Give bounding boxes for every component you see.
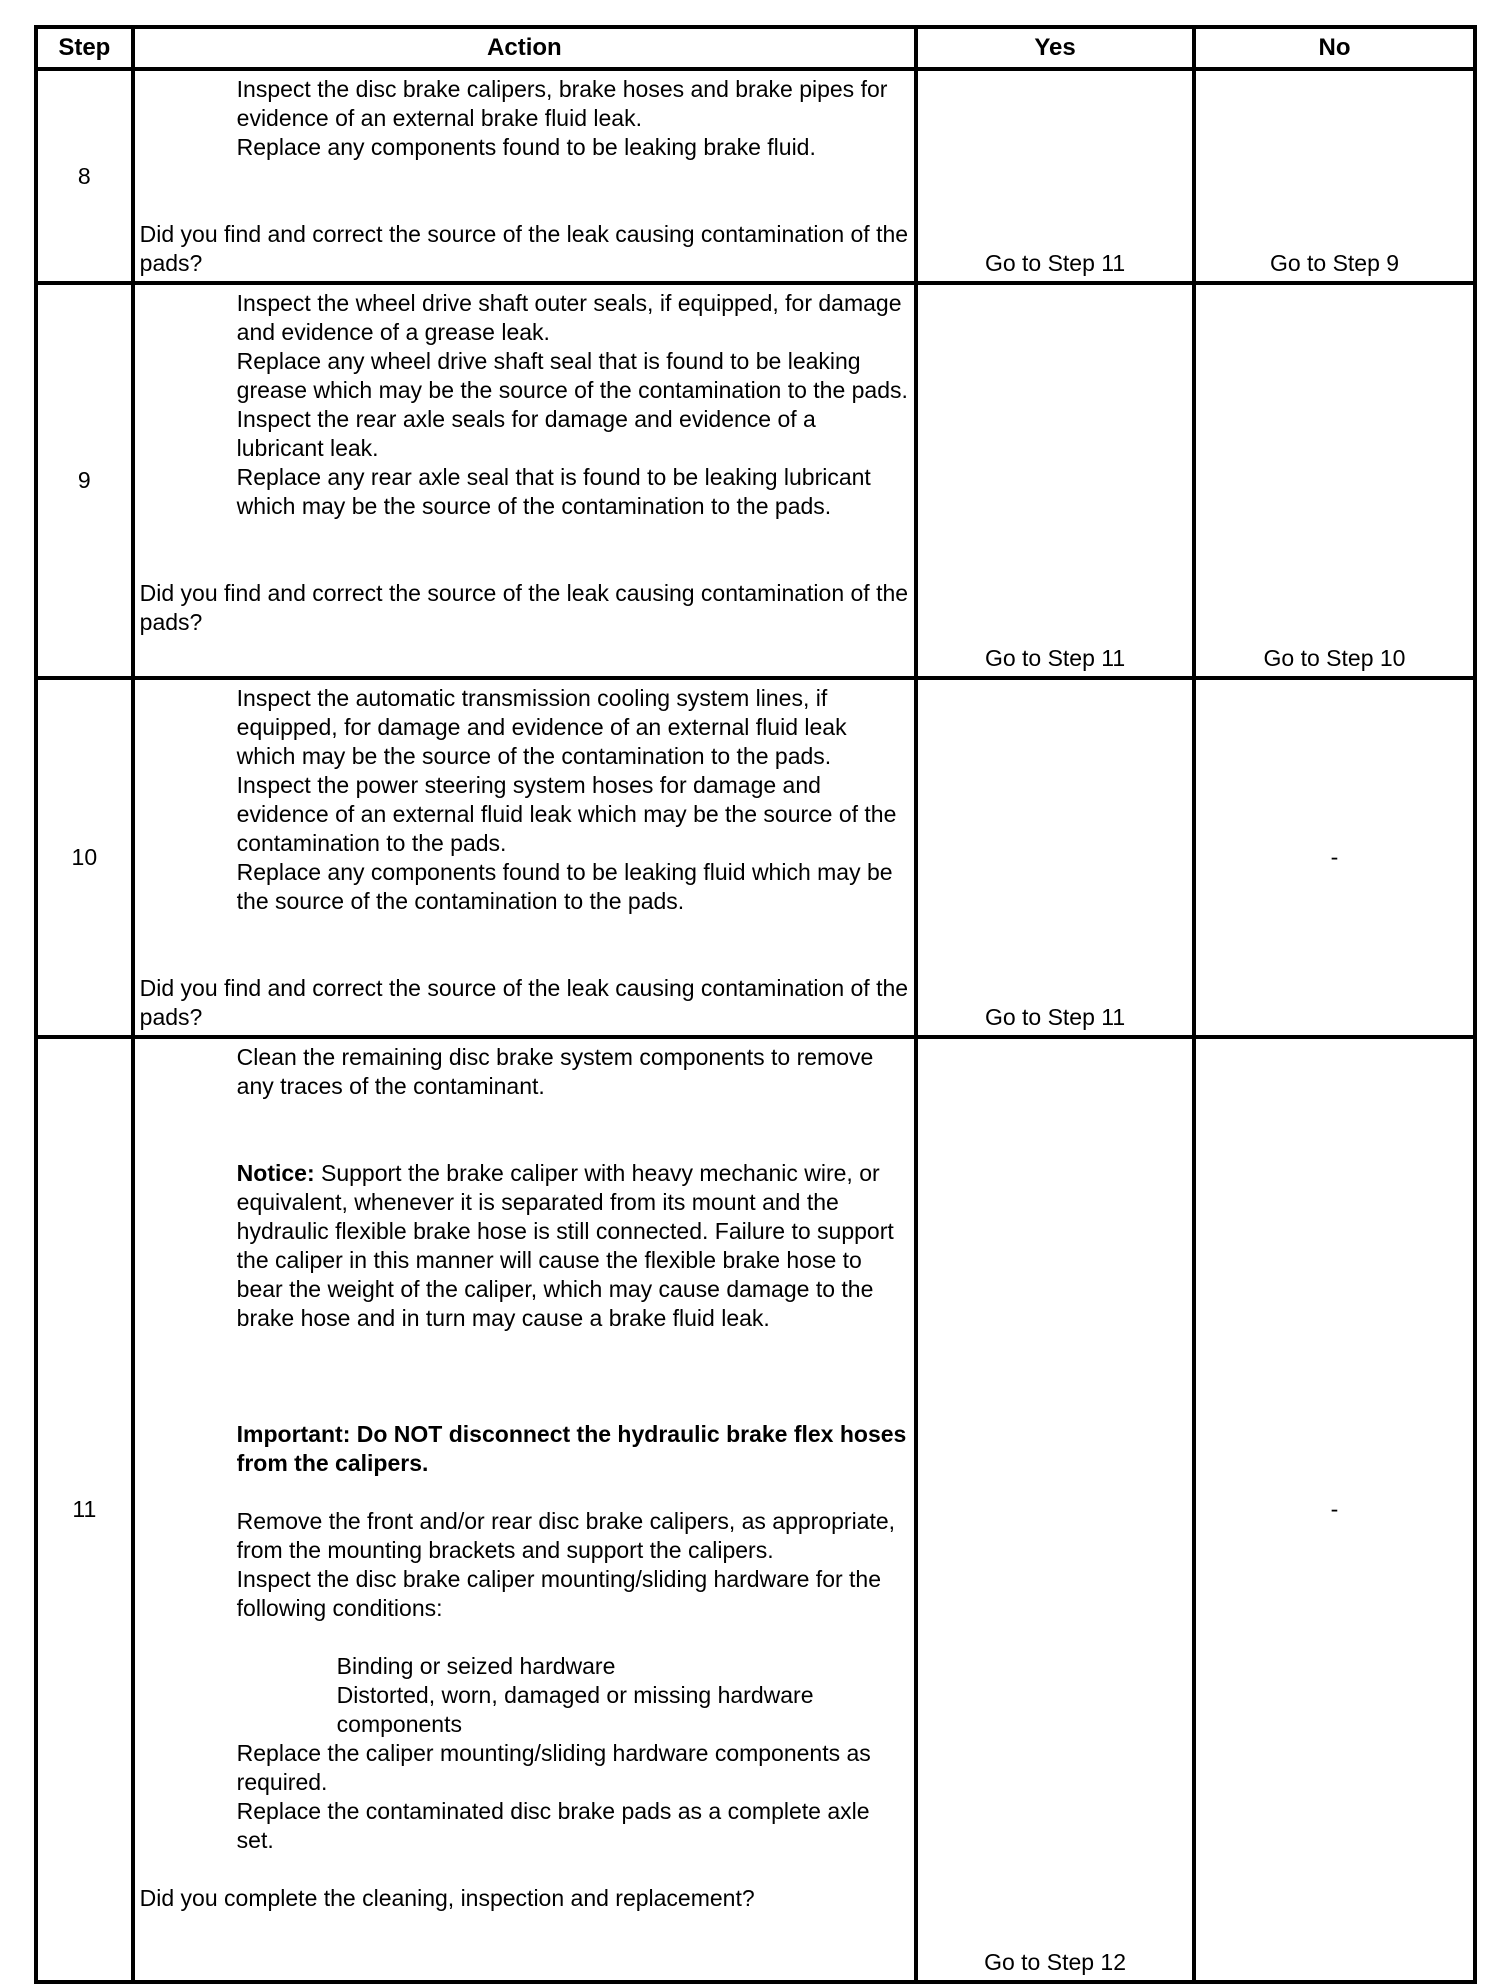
yes-result: Go to Step 11 <box>916 678 1194 1037</box>
action-text: Inspect the automatic transmission cooling system lines, if equipped, for damage and evidence of an external fluid leak which may be the source of the contamination to the pads. <box>236 685 847 769</box>
action-text: Inspect the wheel drive shaft outer seals, if equipped, for damage and evidence of a grease leak. <box>236 290 902 345</box>
question-text: Did you find and correct the source of the leak causing contamination of the pads? <box>139 221 909 276</box>
header-no: No <box>1194 27 1475 69</box>
action-text: Replace any components found to be leaking fluid which may be the source of the contamination to the pads. <box>236 859 893 914</box>
yes-result: Go to Step 11 <box>916 283 1194 678</box>
condition-item: Binding or seized hardware <box>336 1653 616 1679</box>
table-row <box>36 283 1475 678</box>
step-number: 8 <box>36 69 133 283</box>
action-text: Replace any wheel drive shaft seal that is found to be leaking grease which may be the source of the contamination to the pads. <box>236 348 908 403</box>
diagnostic-table <box>34 25 1477 1984</box>
action-text: Replace the contaminated disc brake pads as a complete axle set. <box>236 1798 870 1853</box>
no-result: Go to Step 10 <box>1194 283 1475 678</box>
table-row <box>36 1037 1475 1982</box>
notice-text <box>135 1159 914 1333</box>
notice-body: Support the brake caliper with heavy mechanic wire, or equivalent, whenever it is separated from its mount and the hydraulic flexible brake hose is still connected. Failure to support the caliper in this manner will cause the flexible brake hose to bear the weight of the caliper, which may cause damage to the brake hose and in turn may cause a brake fluid leak. <box>236 1160 894 1331</box>
action-cell <box>133 678 916 1037</box>
action-cell <box>133 283 916 678</box>
question-text: Did you find and correct the source of the leak causing contamination of the pads? <box>139 975 909 1030</box>
no-result: Go to Step 9 <box>1194 69 1475 283</box>
action-cell <box>133 1037 916 1982</box>
yes-result: Go to Step 12 <box>916 1037 1194 1982</box>
action-text: Inspect the disc brake calipers, brake hoses and brake pipes for evidence of an external brake fluid leak. <box>236 76 888 131</box>
action-text: Replace any rear axle seal that is found to be leaking lubricant which may be the source of the contamination to the pads. <box>236 464 871 519</box>
header-yes: Yes <box>916 27 1194 69</box>
action-text: Replace any components found to be leaking brake fluid. <box>236 134 816 160</box>
no-result: - <box>1194 678 1475 1037</box>
yes-result: Go to Step 11 <box>916 69 1194 283</box>
notice-label: Notice: <box>236 1160 315 1186</box>
action-cell <box>133 69 916 283</box>
question-text: Did you complete the cleaning, inspection and replacement? <box>139 1885 755 1911</box>
no-result: - <box>1194 1037 1475 1982</box>
action-text: Remove the front and/or rear disc brake calipers, as appropriate, from the mounting brackets and support the calipers. <box>236 1508 896 1563</box>
step-number: 9 <box>36 283 133 678</box>
step-number: 10 <box>36 678 133 1037</box>
important-text: Important: Do NOT disconnect the hydraulic brake flex hoses from the calipers. <box>236 1421 907 1476</box>
action-text: Inspect the disc brake caliper mounting/sliding hardware for the following conditions: <box>236 1566 882 1621</box>
header-step: Step <box>36 27 133 69</box>
header-row <box>36 27 1475 69</box>
action-text: Clean the remaining disc brake system components to remove any traces of the contaminant. <box>236 1044 874 1099</box>
table-row <box>36 678 1475 1037</box>
action-text: Inspect the rear axle seals for damage and evidence of a lubricant leak. <box>236 406 816 461</box>
table-row <box>36 69 1475 283</box>
question-text: Did you find and correct the source of the leak causing contamination of the pads? <box>139 580 909 635</box>
condition-item: Distorted, worn, damaged or missing hardware components <box>336 1682 814 1737</box>
header-action: Action <box>133 27 916 69</box>
action-text: Inspect the power steering system hoses for damage and evidence of an external fluid leak which may be the source of the contamination to the pads. <box>236 772 897 856</box>
action-text: Replace the caliper mounting/sliding hardware components as required. <box>236 1740 871 1795</box>
step-number: 11 <box>36 1037 133 1982</box>
